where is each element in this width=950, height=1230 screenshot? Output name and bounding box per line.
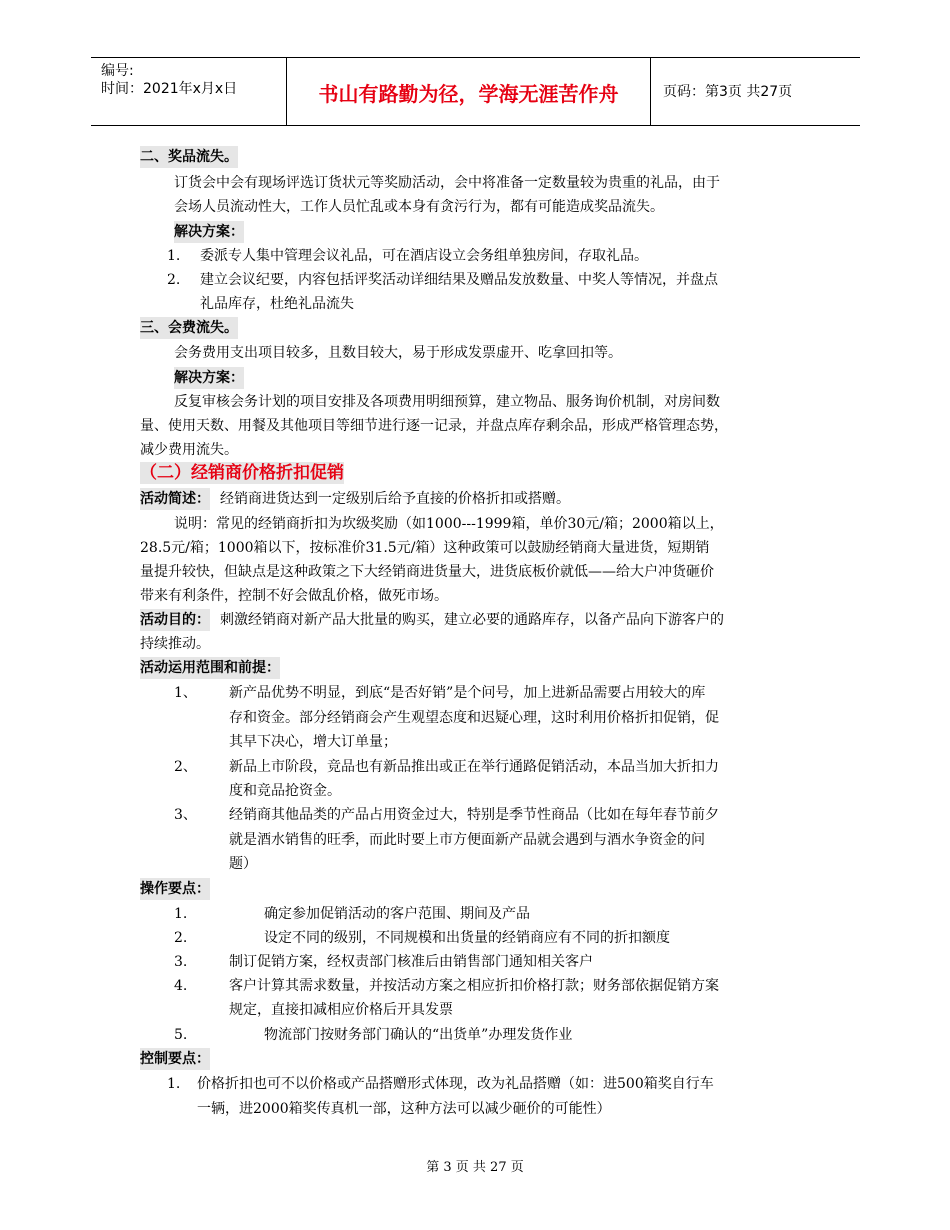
header-page-cell [651, 58, 860, 125]
section-heading-dealer-discount: （二）经销商价格折扣促销 [140, 463, 344, 483]
paragraph-line: 量、使用天数、用餐及其他项目等细节进行逐一记录，并盘点库存剩余品，形成严格管理态势， [140, 418, 728, 434]
list-number: 2、 [174, 759, 197, 775]
list-item: 客户计算其需求数量，并按活动方案之相应折扣价格打款；财务部依据促销方案 [229, 978, 719, 994]
list-item: 经销商其他品类的产品占用资金过大，特别是季节性商品（比如在每年春节前夕 [229, 807, 719, 823]
label-activity-scope: 活动运用范围和前提： [140, 657, 280, 679]
list-item: 确定参加促销活动的客户范围、期间及产品 [264, 906, 530, 922]
solution-heading: 解决方案： [174, 221, 244, 243]
paragraph-line: 反复审核会务计划的项目安排及各项费用明细预算，建立物品、服务询价机制，对房间数 [174, 394, 720, 410]
paragraph-line: 28.5元/箱；1000箱以下，按标准价31.5元/箱）这种政策可以鼓励经销商大量进货，短期销 [140, 540, 710, 556]
paragraph-line: 说明：常见的经销商折扣为坎级奖励（如1000---1999箱，单价30元/箱；2000箱以上， [174, 516, 724, 532]
list-item: 设定不同的级别，不同规模和出货量的经销商应有不同的折扣额度 [264, 930, 670, 946]
list-item-continued: 存和资金。部分经销商会产生观望态度和迟疑心理，这时利用价格折扣促销，促 [229, 710, 719, 726]
list-item-continued: 其早下决心，增大订单量； [229, 734, 397, 750]
document-number-label: 编号: [101, 63, 134, 79]
list-number: 2. [174, 930, 188, 946]
paragraph-line: 减少费用流失。 [140, 442, 238, 458]
list-item: 委派专人集中管理会议礼品，可在酒店设立会务组单独房间，存取礼品。 [200, 248, 648, 264]
list-number: 4. [174, 978, 188, 994]
header-motto: 书山有路勤为径，学海无涯苦作舟 [318, 82, 619, 106]
label-control-points: 控制要点： [140, 1048, 210, 1070]
list-number: 1. [174, 906, 188, 922]
header-motto-cell [287, 58, 651, 125]
list-item-continued: 规定，直接扣减相应价格后开具发票 [229, 1002, 453, 1018]
paragraph-line: 会场人员流动性大，工作人员忙乱或本身有贪污行为，都有可能造成奖品流失。 [174, 199, 664, 215]
paragraph-line: 刺激经销商对新产品大批量的购买，建立必要的通路库存，以备产品向下游客户的 [220, 612, 724, 628]
list-number: 1. [167, 1076, 181, 1092]
label-activity-goal: 活动目的： [140, 609, 210, 631]
list-number: 2. [167, 272, 181, 288]
section-heading-prize-loss: 二、奖品流失。 [140, 146, 238, 168]
page-footer: 第 3 页 共 27 页 [426, 1160, 524, 1175]
paragraph-line: 带来有利条件，控制不好会做乱价格，做死市场。 [140, 588, 448, 604]
list-number: 5. [174, 1027, 188, 1043]
list-number: 1. [167, 248, 181, 264]
list-item: 价格折扣也可不以价格或产品搭赠形式体现，改为礼品搭赠（如：进500箱奖自行车 [197, 1076, 714, 1092]
list-item: 制订促销方案，经权责部门核准后由销售部门通知相关客户 [229, 954, 593, 970]
label-operation-points: 操作要点： [140, 878, 210, 900]
paragraph-line: 持续推动。 [140, 636, 210, 652]
paragraph-line: 量提升较快，但缺点是这种政策之下大经销商进货量大，进货底板价就低——给大户冲货砸价 [140, 564, 714, 580]
paragraph-line: 会务费用支出项目较多，且数目较大，易于形成发票虚开、吃拿回扣等。 [174, 345, 622, 361]
list-item-continued: 题） [229, 856, 257, 872]
paragraph-line: 订货会中会有现场评选订货状元等奖励活动，会中将准备一定数量较为贵重的礼品，由于 [174, 175, 720, 191]
list-item: 新品上市阶段，竞品也有新品推出或正在举行通路促销活动，本品当加大折扣力 [229, 759, 719, 775]
paragraph-line: 经销商进货达到一定级别后给予直接的价格折扣或搭赠。 [220, 491, 570, 507]
list-item-continued: 一辆，进2000箱奖传真机一部，这种方法可以减少砸价的可能性） [197, 1101, 611, 1117]
list-number: 3、 [174, 807, 197, 823]
document-time-label: 时间：2021年x月x日 [101, 81, 238, 97]
list-item-continued: 礼品库存，杜绝礼品流失 [200, 296, 354, 312]
list-item: 物流部门按财务部门确认的“出货单”办理发货作业 [264, 1027, 573, 1043]
list-item: 建立会议纪要，内容包括评奖活动详细结果及赠品发放数量、中奖人等情况，并盘点 [200, 272, 718, 288]
solution-heading: 解决方案： [174, 367, 244, 389]
list-item-continued: 度和竞品抢资金。 [229, 783, 341, 799]
header-page-info: 页码：第3页 共27页 [663, 84, 793, 100]
list-item-continued: 就是酒水销售的旺季，而此时要上市方便面新产品就会遇到与酒水争资金的问 [229, 832, 705, 848]
header-table [91, 57, 860, 126]
list-number: 1、 [174, 685, 197, 701]
list-number: 3. [174, 954, 188, 970]
list-item: 新产品优势不明显，到底“是否好销”是个问号，加上进新品需要占用较大的库 [229, 685, 706, 701]
section-heading-fee-loss: 三、会费流失。 [140, 317, 238, 339]
label-activity-brief: 活动简述： [140, 488, 210, 510]
header-meta-cell [91, 58, 287, 125]
